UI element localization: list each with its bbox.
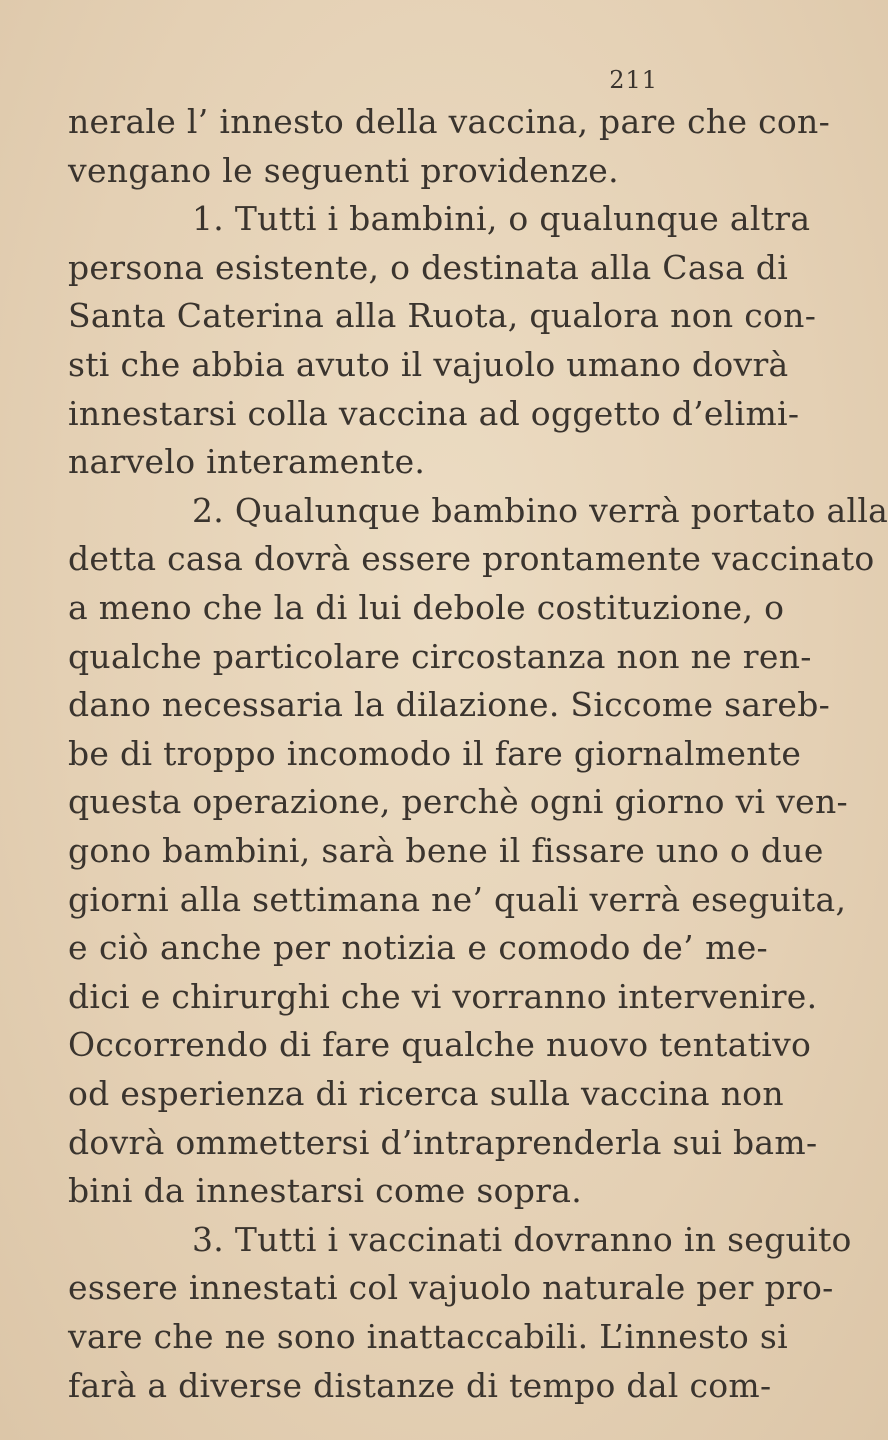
text-line: narvelo interamente.	[68, 442, 426, 482]
text-line: gono bambini, sarà bene il fissare uno o due	[68, 831, 824, 870]
text-line: dici e chirurghi che vi vorranno intervenire.	[68, 976, 818, 1016]
text-line: innestarsi colla vaccina ad oggetto d’elimi-	[68, 393, 800, 433]
text-line: persona esistente, o destinata alla Casa di	[68, 247, 789, 287]
text-line: detta casa dovrà essere prontamente vaccinato	[68, 539, 875, 579]
text-line: giorni alla settimana ne’ quali verrà eseguita,	[68, 879, 847, 919]
text-line: dano necessaria la dilazione. Siccome sareb-	[68, 685, 831, 725]
text-line: od esperienza di ricerca sulla vaccina non	[68, 1074, 784, 1113]
text-line: dovrà ommettersi d’intraprenderla sui bam-	[68, 1122, 818, 1162]
text-line: 3. Tutti i vaccinati dovranno in seguito	[192, 1219, 852, 1259]
text-line: essere innestati col vajuolo naturale per pro-	[68, 1268, 834, 1308]
text-line: questa operazione, perchè ogni giorno vi ven-	[68, 782, 848, 822]
text-line: be di troppo incomodo il fare giornalmente	[68, 733, 802, 773]
text-line: sti che abbia avuto il vajuolo umano dovrà	[68, 345, 789, 384]
text-line: nerale l’ innesto della vaccina, pare che con-	[68, 102, 831, 141]
text-line: 2. Qualunque bambino verrà portato alla	[192, 490, 888, 530]
text-line: Santa Caterina alla Ruota, qualora non con-	[68, 296, 817, 336]
text-line: vare che ne sono inattaccabili. L’innesto si	[68, 1317, 788, 1356]
text-line: e ciò anche per notizia e comodo de’ me-	[68, 928, 768, 968]
text-line: a meno che la di lui debole costituzione, o	[68, 588, 785, 627]
text-line: Occorrendo di fare qualche nuovo tentativo	[68, 1025, 812, 1065]
text-line: bini da innestarsi come sopra.	[68, 1171, 583, 1211]
page-number: 211	[609, 66, 658, 94]
text-line: qualche particolare circostanza non ne ren-	[68, 636, 812, 676]
text-line: 1. Tutti i bambini, o qualunque altra	[192, 199, 811, 239]
text-line: vengano le seguenti providenze.	[68, 150, 619, 190]
text-line: farà a diverse distanze di tempo dal com-	[68, 1365, 772, 1405]
